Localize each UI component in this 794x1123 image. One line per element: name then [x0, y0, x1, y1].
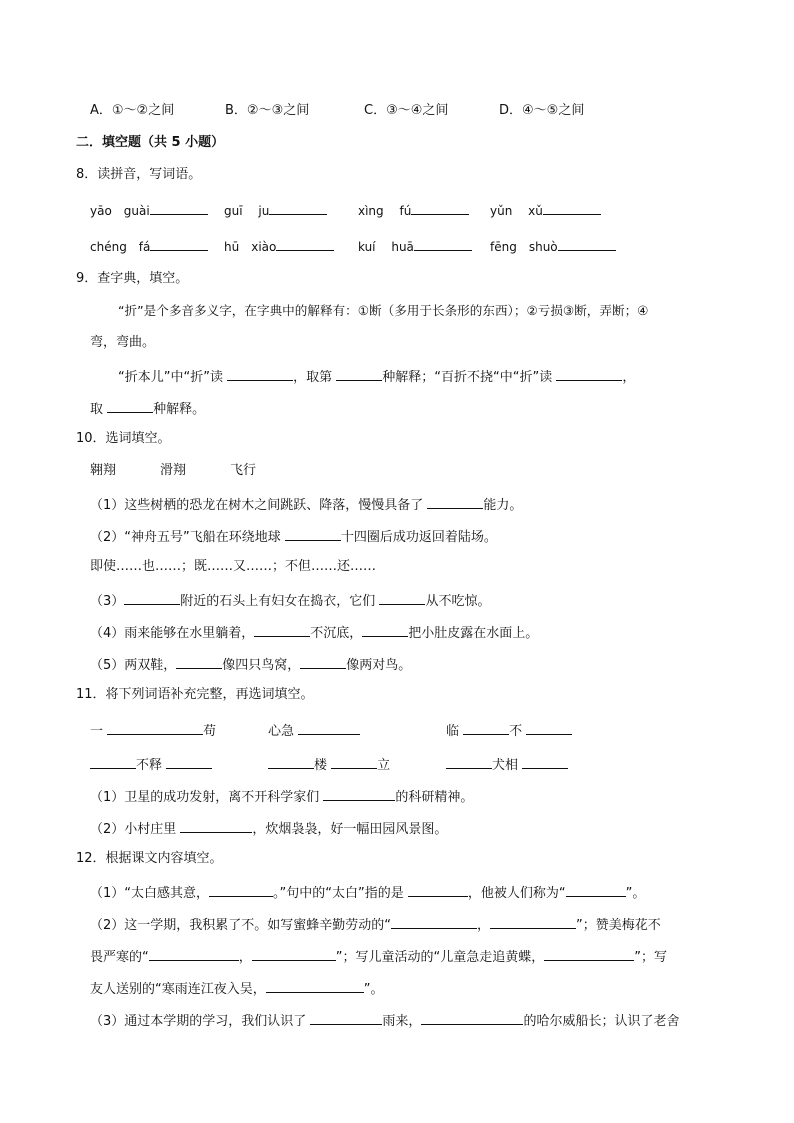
- q12-line-3: 畏严寒的“ ， ”；写儿童活动的“儿童急走追黄蝶， ”；写: [90, 946, 667, 967]
- q11-idiom-4: 不释: [90, 754, 212, 775]
- q9-question-line1: “折本儿”中“折”读 ，取第 种解释；“百折不挠“中“折”读 ，: [118, 366, 635, 387]
- q9-title: 9．查字典，填空。: [76, 271, 189, 286]
- q11-idiom-1: 一 苟: [90, 720, 216, 741]
- q10-word-2: 滑翔: [160, 463, 187, 478]
- q12-line-4: 友人送别的“寒雨连江夜入吴， ”。: [90, 978, 384, 999]
- q10-word-group-2: 即使……也……；既……又……；不但……还……: [90, 559, 377, 574]
- pinyin-1: yāo guài: [90, 200, 208, 220]
- pinyin-8: fēng shuò: [490, 236, 616, 256]
- pinyin-3: xìng fú: [358, 200, 469, 220]
- q11-title: 11．将下列词语补充完整，再选词填空。: [76, 687, 314, 702]
- q11-sentence-2: （2）小村庄里 ，炊烟袅袅，好一幅田园风景图。: [90, 818, 447, 839]
- q10-sentence-2: （2）“神舟五号”飞船在环绕地球 十四圈后成功返回着陆场。: [90, 526, 497, 547]
- q10-word-1: 翱翔: [90, 463, 117, 478]
- q11-idiom-2: 心急: [268, 720, 360, 741]
- q10-word-3: 飞行: [230, 463, 257, 478]
- q11-sentence-1: （1）卫星的成功发射，离不开科学家们 的科研精神。: [90, 786, 473, 807]
- q12-line-2: （2）这一学期，我积累了不。如写蜜蜂辛勤劳动的“ ， ”；赞美梅花不: [90, 914, 661, 935]
- q10-sentence-3: （3） 附近的石头上有妇女在捣衣，它们 从不吃惊。: [90, 590, 490, 611]
- q7-option-a: A．①～②之间: [90, 103, 175, 118]
- q8-title: 8．读拼音，写词语。: [76, 167, 202, 182]
- pinyin-2: guī ju: [224, 200, 327, 220]
- q10-sentence-1: （1）这些树栖的恐龙在树木之间跳跃、降落，慢慢具备了 能力。: [90, 494, 522, 515]
- q12-line-1: （1）“太白感其意， 。”句中的“太白”指的是 ，他被人们称为“ ”。: [90, 882, 645, 903]
- q11-idiom-3: 临 不: [446, 720, 572, 741]
- q7-option-c: C．③～④之间: [364, 103, 449, 118]
- pinyin-7: kuí huā: [358, 236, 472, 256]
- section-title: 二．填空题（共 5 小题）: [76, 135, 225, 150]
- q7-option-d: D．④～⑤之间: [499, 103, 585, 118]
- q7-option-b: B．②～③之间: [225, 103, 310, 118]
- q9-question-line2: 取 种解释。: [90, 398, 205, 419]
- pinyin-6: hū xiào: [224, 236, 334, 256]
- q12-title: 12．根据课文内容填空。: [76, 851, 223, 866]
- q11-idiom-6: 犬相: [446, 754, 568, 775]
- q10-sentence-4: （4）雨来能够在水里躺着， 不沉底， 把小肚皮露在水面上。: [90, 622, 538, 643]
- q11-idiom-5: 楼 立: [268, 754, 390, 775]
- q12-line-5: （3）通过本学期的学习，我们认识了 雨来， 的哈尔威船长；认识了老舍: [90, 1010, 679, 1031]
- q10-sentence-5: （5）两双鞋， 像四只鸟窝， 像两对鸟。: [90, 654, 411, 675]
- q10-title: 10．选词填空。: [76, 431, 171, 446]
- q9-definitions-line1: “折”是个多音多义字，在字典中的解释有：①断（多用于长条形的东西）；②亏损③断，弄断；④: [118, 303, 649, 318]
- q9-definitions-line2: 弯，弯曲。: [90, 335, 156, 350]
- pinyin-5: chéng fá: [90, 236, 208, 256]
- pinyin-4: yǔn xǔ: [490, 200, 601, 220]
